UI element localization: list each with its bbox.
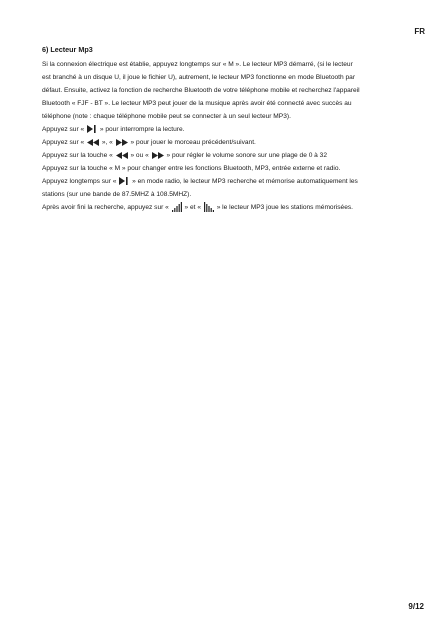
radio-line: stations (sur une bande de 87.5MHZ à 108.5MHZ).	[42, 191, 192, 198]
radio-line	[42, 175, 422, 188]
play-pause-icon	[87, 125, 97, 133]
text: » pour interrompre la lecture.	[99, 126, 185, 133]
mode-instruction: Appuyez sur la touche « M » pour changer entre les fonctions Bluetooth, MP3, entrée externe et radio.	[42, 165, 341, 172]
text: » en mode radio, le lecteur MP3 recherche et mémorise automatiquement les	[132, 178, 358, 185]
document-body	[42, 43, 422, 214]
fast-forward-icon	[116, 139, 128, 146]
prev-next-instruction	[42, 136, 422, 149]
text: » et «	[184, 204, 201, 211]
paragraph-line: téléphone (note : chaque téléphone mobile peut se connecter à un seul lecteur MP3).	[42, 113, 291, 120]
text: », «	[101, 139, 113, 146]
text: » pour jouer le morceau précédent/suivant.	[130, 139, 256, 146]
intro-paragraph	[42, 58, 422, 123]
text: Appuyez longtemps sur «	[42, 178, 117, 185]
play-instruction	[42, 123, 422, 136]
signal-down-icon	[204, 202, 214, 212]
paragraph-line: Si la connexion électrique est établie, appuyez longtemps sur « M ». Le lecteur MP3 démarré, (si le lecteur	[42, 61, 353, 68]
text: Appuyez sur la touche «	[42, 152, 113, 159]
rewind-icon	[116, 152, 128, 159]
text: » ou «	[130, 152, 149, 159]
signal-up-icon	[172, 202, 182, 212]
text: » pour régler le volume sonore sur une plage de 0 à 32	[166, 152, 328, 159]
paragraph-line: défaut. Ensuite, activez la fonction de recherche Bluetooth de votre téléphone mobile et recherchez l'appareil	[42, 87, 360, 94]
paragraph-line: est branché à un disque U, il joue le fichier U), autrement, le lecteur MP3 fonctionne en mode Bluetooth par	[42, 74, 356, 81]
language-label: FR	[414, 27, 425, 36]
text: Appuyez sur «	[42, 126, 85, 133]
section-title: 6) Lecteur Mp3	[42, 45, 93, 54]
paragraph-line: Bluetooth « FJF - BT ». Le lecteur MP3 peut jouer de la musique après avoir été connecté avec succès au	[42, 100, 352, 107]
volume-instruction	[42, 149, 422, 162]
after-search-instruction	[42, 201, 422, 214]
text: Appuyez sur «	[42, 139, 85, 146]
text: » le lecteur MP3 joue les stations mémorisées.	[216, 204, 354, 211]
text: Après avoir fini la recherche, appuyez sur «	[42, 204, 169, 211]
page-number: 9/12	[408, 602, 424, 611]
play-pause-icon	[119, 177, 129, 185]
radio-instruction	[42, 175, 422, 201]
rewind-icon	[87, 139, 99, 146]
fast-forward-icon	[152, 152, 164, 159]
